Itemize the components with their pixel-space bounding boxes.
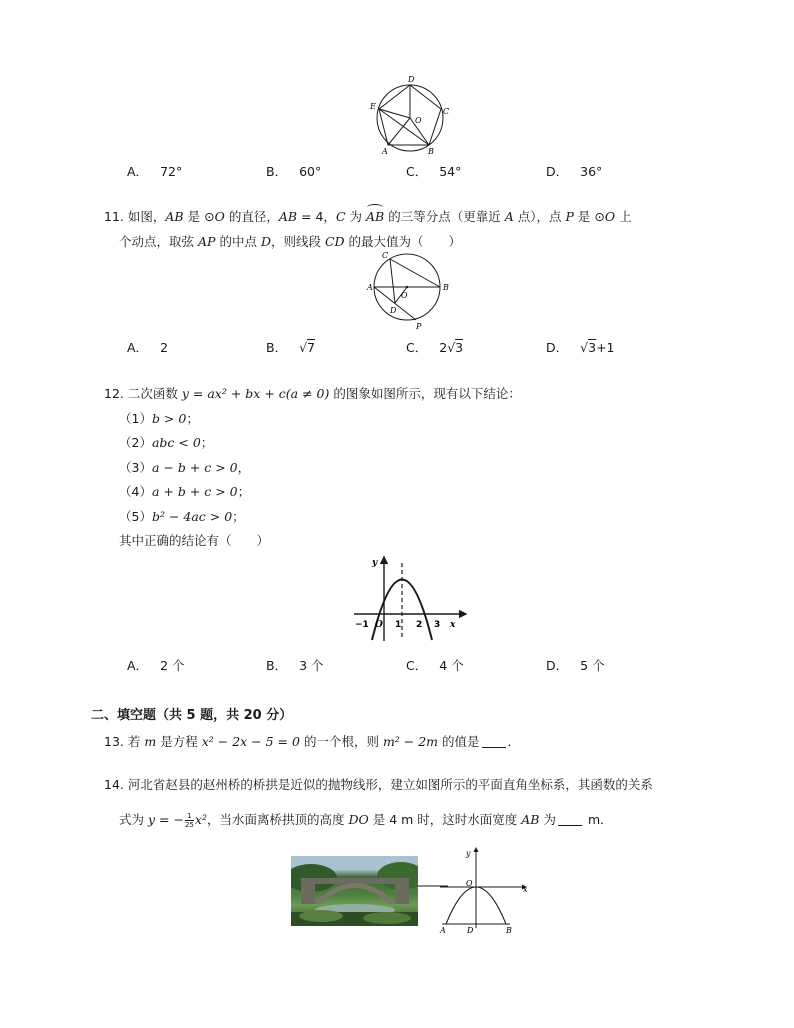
q12-item-1: （1）b > 0； [119,411,199,426]
q11-label-c: C [382,251,389,260]
q11-option-a[interactable]: A． 2 [127,340,169,355]
q12-parabola-graph [350,553,470,643]
q14-graph-label-o: O [466,879,473,888]
q12-item-2: （2）abc < 0； [119,435,214,450]
q11-option-b[interactable]: B． √7 [266,340,315,355]
sqrt-sign: √ [299,340,308,355]
q14-graph-label-d: D [467,926,474,935]
q14-graph-label-b: B [506,926,512,935]
sqrt-sign: √ [580,340,589,355]
q12-graph-label-x: x [450,620,456,630]
q11-stem-line2: 个动点，取弦 AP 的中点 D，则线段 CD 的最大值为（ ） [119,234,462,249]
q12-option-a[interactable]: A． 2 个 [127,658,185,673]
q12-graph-label-1: 1 [395,620,402,630]
q10-label-a: A [382,147,388,156]
q14-graph-label-y: y [466,849,471,858]
q10-option-a[interactable]: A． 72° [127,164,183,179]
arc-mark [367,204,383,211]
q11-option-d[interactable]: D． √3+1 [546,340,615,355]
section-title: 二、填空题（共 5 题，共 20 分） [91,708,293,723]
q11-label-a: A [367,283,373,292]
q10-label-e: E [370,102,376,111]
q10-pentagon-figure [370,76,450,156]
q13-answer-blank[interactable] [482,735,506,748]
q12-graph-label-3: 3 [434,620,441,630]
q11-label-p: P [416,322,422,331]
q12-option-b[interactable]: B． 3 个 [266,658,324,673]
q12-item-3: （3）a − b + c > 0， [119,460,251,475]
q12-item-5: （5）b² − 4ac > 0； [119,509,245,524]
fraction: $\frac{1}{25}$ [184,812,194,829]
q10-label-o: O [415,116,422,125]
q12-graph-label-neg1: −1 [355,620,369,630]
q12-graph-label-y: y [372,558,378,568]
q12-item-4: （4）a + b + c > 0； [119,484,251,499]
sqrt-sign: √ [447,340,456,355]
q14-answer-blank[interactable] [558,813,582,826]
q10-label-c: C [443,107,450,116]
q13-stem: 13. 若 m 是方程 x² − 2x − 5 = 0 的一个根，则 m² − 2m 的值是 ． [104,734,521,749]
q12-option-d[interactable]: D． 5 个 [546,658,605,673]
q14-parabola-graph [430,844,530,934]
q12-graph-label-2: 2 [416,620,423,630]
q14-stem-line1: 14. 河北省赵县的赵州桥的桥拱是近似的抛物线形，建立如图所示的平面直角坐标系，其函数的关系 [104,777,653,792]
q14-graph-label-x: x [523,885,528,894]
q11-option-c[interactable]: C． 2√3 [406,340,464,355]
q10-option-d[interactable]: D． 36° [546,164,603,179]
q10-label-b: B [428,147,434,156]
q10-option-b[interactable]: B． 60° [266,164,322,179]
q10-option-c[interactable]: C． 54° [406,164,462,179]
q11-circle-figure [366,250,456,330]
q12-option-c[interactable]: C． 4 个 [406,658,464,673]
q10-label-d: D [408,75,415,84]
q12-graph-label-o: O [375,620,383,630]
q14-stem-line2: 式为 y = − $\frac{1}{25}$ x²，当水面离桥拱顶的高度 DO 是 4 m 时，这时水面宽度 AB 为 m． [119,812,613,829]
q11-stem-line1: 11. 如图，AB 是 ⊙O 的直径，AB = 4，C 为 AB 的三等分点（更靠近 A 点），点 P 是 ⊙O 上 [104,207,632,225]
q12-question: 其中正确的结论有（ ） [119,533,270,548]
q14-graph-label-a: A [440,926,446,935]
q11-label-d: D [390,306,397,315]
zhaozhou-bridge-photo [291,856,418,926]
q11-label-o: O [401,291,408,300]
q11-label-b: B [443,283,449,292]
q12-stem: 12. 二次函数 y = ax² + bx + c(a ≠ 0) 的图象如图所示，现有以下结论： [104,386,521,401]
